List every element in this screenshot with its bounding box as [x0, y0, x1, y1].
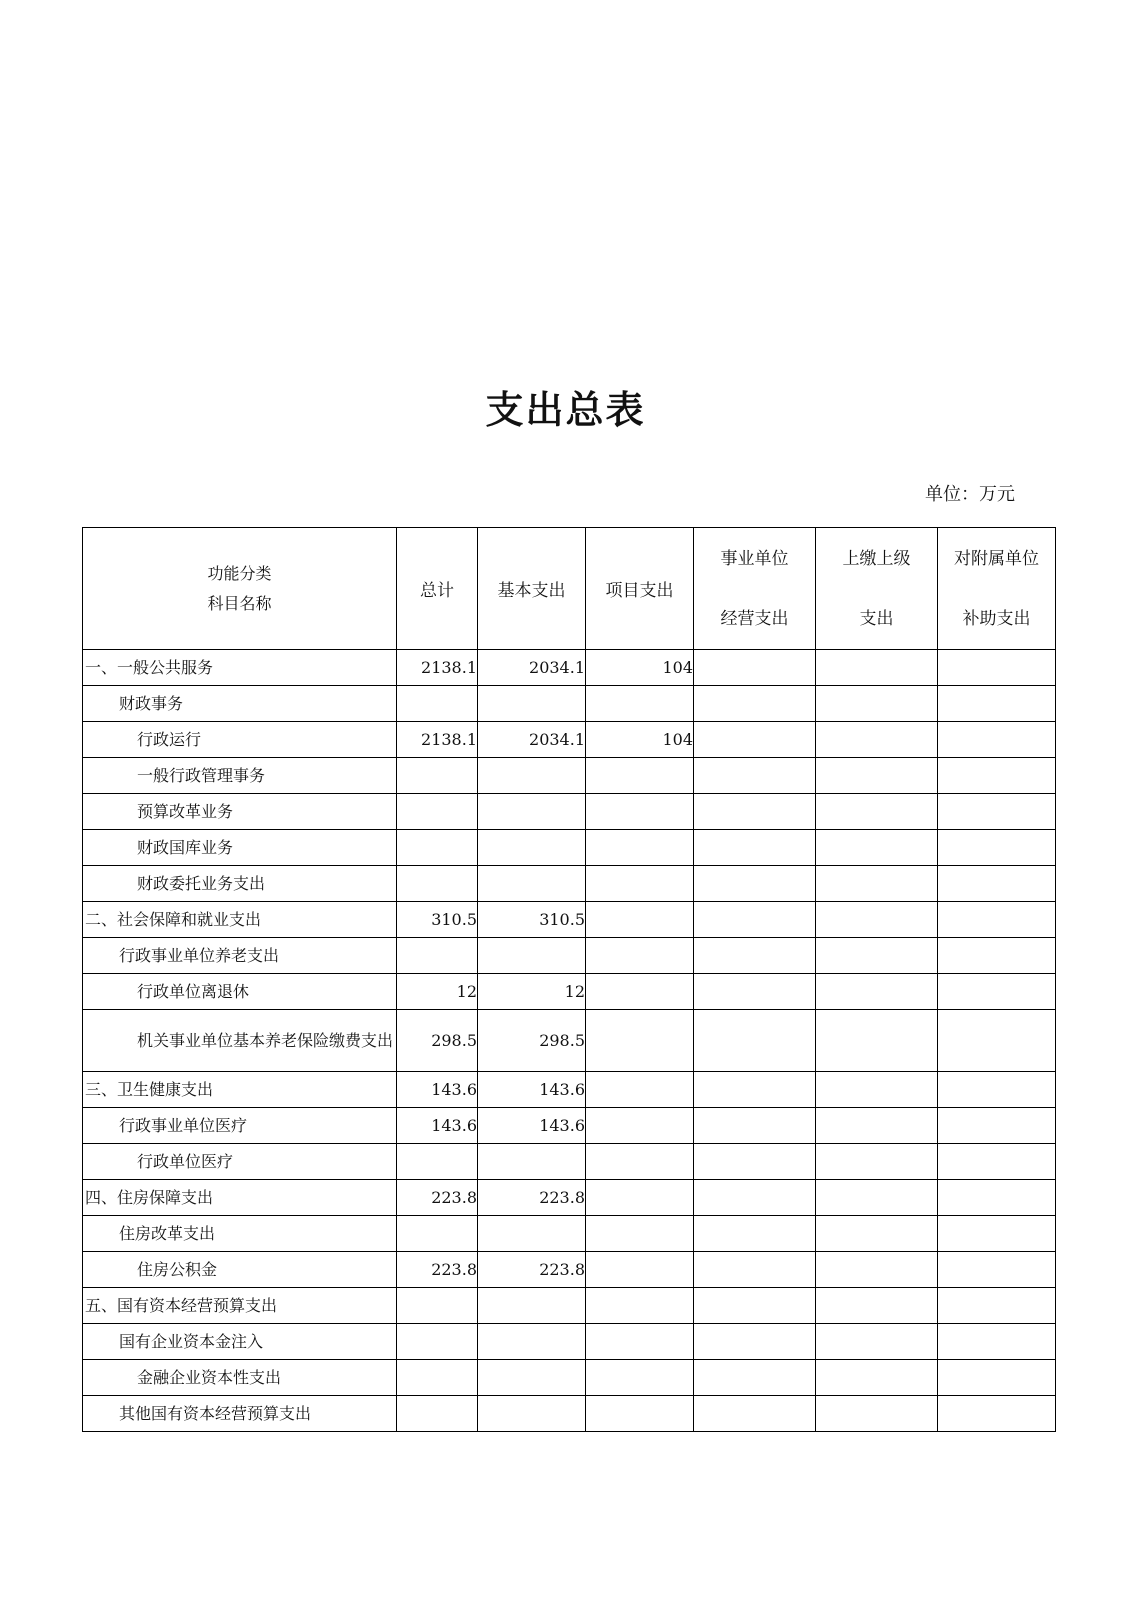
cell-business	[694, 974, 816, 1010]
cell-basic	[478, 1324, 586, 1360]
cell-subsidy	[938, 794, 1056, 830]
table-row	[83, 1252, 1056, 1288]
cell-total	[397, 830, 478, 866]
cell-basic: 2034.1	[478, 650, 586, 686]
cell-project	[586, 1288, 694, 1324]
cell-business	[694, 1072, 816, 1108]
cell-upper	[816, 1010, 938, 1072]
cell-basic: 2034.1	[478, 722, 586, 758]
cell-upper	[816, 830, 938, 866]
cell-subsidy	[938, 1396, 1056, 1432]
cell-upper	[816, 650, 938, 686]
cell-basic	[478, 758, 586, 794]
cell-project	[586, 758, 694, 794]
cell-business	[694, 1216, 816, 1252]
cell-total	[397, 1360, 478, 1396]
cell-project: 104	[586, 722, 694, 758]
cell-project	[586, 830, 694, 866]
table-row	[83, 1360, 1056, 1396]
cell-upper	[816, 1180, 938, 1216]
cell-business	[694, 794, 816, 830]
cell-upper	[816, 1252, 938, 1288]
cell-basic	[478, 1360, 586, 1396]
cell-total: 310.5	[397, 902, 478, 938]
table-row	[83, 1396, 1056, 1432]
cell-subsidy	[938, 830, 1056, 866]
table-row	[83, 830, 1056, 866]
table-row	[83, 758, 1056, 794]
cell-basic: 298.5	[478, 1010, 586, 1072]
cell-total	[397, 686, 478, 722]
cell-project	[586, 1360, 694, 1396]
row-name: 其他国有资本经营预算支出	[83, 1396, 397, 1432]
cell-business	[694, 1144, 816, 1180]
cell-business	[694, 686, 816, 722]
cell-total	[397, 866, 478, 902]
row-name: 行政事业单位养老支出	[83, 938, 397, 974]
cell-basic: 223.8	[478, 1180, 586, 1216]
cell-upper	[816, 794, 938, 830]
cell-total: 2138.1	[397, 722, 478, 758]
row-name: 金融企业资本性支出	[83, 1360, 397, 1396]
table-row	[83, 974, 1056, 1010]
cell-subsidy	[938, 758, 1056, 794]
row-name: 财政事务	[83, 686, 397, 722]
cell-business	[694, 866, 816, 902]
cell-subsidy	[938, 1324, 1056, 1360]
cell-business	[694, 1396, 816, 1432]
table-row	[83, 1144, 1056, 1180]
cell-basic: 143.6	[478, 1072, 586, 1108]
cell-basic	[478, 1396, 586, 1432]
cell-subsidy	[938, 1216, 1056, 1252]
cell-subsidy	[938, 1010, 1056, 1072]
table-row	[83, 650, 1056, 686]
cell-total	[397, 1216, 478, 1252]
cell-total	[397, 1396, 478, 1432]
cell-project	[586, 1324, 694, 1360]
cell-business	[694, 938, 816, 974]
cell-business	[694, 830, 816, 866]
page-title: 支出总表	[485, 387, 646, 432]
cell-upper	[816, 1144, 938, 1180]
table-row	[83, 902, 1056, 938]
row-name: 财政委托业务支出	[83, 866, 397, 902]
cell-project	[586, 794, 694, 830]
header-business-line2: 经营支出	[720, 608, 789, 629]
cell-subsidy	[938, 1360, 1056, 1396]
cell-total: 143.6	[397, 1108, 478, 1144]
header-project-expense: 项目支出	[586, 528, 694, 650]
cell-business	[694, 722, 816, 758]
table-row	[83, 1072, 1056, 1108]
cell-business	[694, 1360, 816, 1396]
table-row	[83, 1180, 1056, 1216]
row-name: 国有企业资本金注入	[83, 1324, 397, 1360]
header-subject-name	[83, 528, 397, 650]
cell-total: 12	[397, 974, 478, 1010]
table-row	[83, 1324, 1056, 1360]
cell-subsidy	[938, 866, 1056, 902]
cell-project	[586, 1216, 694, 1252]
table-row	[83, 722, 1056, 758]
cell-project	[586, 1072, 694, 1108]
header-basic-expense: 基本支出	[478, 528, 586, 650]
cell-project	[586, 686, 694, 722]
header-subsidiary-subsidy	[938, 528, 1056, 650]
cell-subsidy	[938, 902, 1056, 938]
header-upper-payment	[816, 528, 938, 650]
cell-business	[694, 1288, 816, 1324]
header-business-line1: 事业单位	[720, 548, 789, 569]
cell-business	[694, 1324, 816, 1360]
cell-total	[397, 758, 478, 794]
header-subsidy-line2: 补助支出	[962, 608, 1031, 629]
cell-basic	[478, 794, 586, 830]
header-total: 总计	[397, 528, 478, 650]
header-business-expense	[694, 528, 816, 650]
cell-basic: 143.6	[478, 1108, 586, 1144]
table-row	[83, 794, 1056, 830]
header-subsidy-line1: 对附属单位	[954, 548, 1039, 569]
table-row	[83, 1288, 1056, 1324]
expense-summary-table	[82, 527, 1056, 1432]
cell-total: 223.8	[397, 1252, 478, 1288]
cell-subsidy	[938, 1288, 1056, 1324]
cell-upper	[816, 1324, 938, 1360]
cell-upper	[816, 1072, 938, 1108]
row-name: 二、社会保障和就业支出	[83, 902, 397, 938]
cell-upper	[816, 1108, 938, 1144]
header-upper-line1: 上缴上级	[842, 548, 911, 569]
cell-project	[586, 1396, 694, 1432]
cell-subsidy	[938, 686, 1056, 722]
cell-upper	[816, 866, 938, 902]
cell-subsidy	[938, 650, 1056, 686]
cell-upper	[816, 722, 938, 758]
cell-upper	[816, 902, 938, 938]
row-name: 行政运行	[83, 722, 397, 758]
cell-total	[397, 1144, 478, 1180]
table-row	[83, 1216, 1056, 1252]
cell-total	[397, 794, 478, 830]
row-name: 行政单位离退休	[83, 974, 397, 1010]
cell-project	[586, 1180, 694, 1216]
row-name: 行政事业单位医疗	[83, 1108, 397, 1144]
cell-basic: 12	[478, 974, 586, 1010]
table-row	[83, 866, 1056, 902]
cell-basic	[478, 1216, 586, 1252]
cell-subsidy	[938, 1144, 1056, 1180]
cell-project	[586, 1144, 694, 1180]
cell-subsidy	[938, 938, 1056, 974]
table-row	[83, 686, 1056, 722]
cell-project	[586, 1252, 694, 1288]
cell-upper	[816, 938, 938, 974]
row-name: 预算改革业务	[83, 794, 397, 830]
cell-subsidy	[938, 1180, 1056, 1216]
cell-upper	[816, 1360, 938, 1396]
cell-total: 298.5	[397, 1010, 478, 1072]
cell-project	[586, 866, 694, 902]
cell-business	[694, 902, 816, 938]
cell-basic	[478, 686, 586, 722]
cell-subsidy	[938, 722, 1056, 758]
cell-basic	[478, 938, 586, 974]
cell-business	[694, 1180, 816, 1216]
cell-basic	[478, 1288, 586, 1324]
cell-upper	[816, 758, 938, 794]
cell-basic: 310.5	[478, 902, 586, 938]
cell-project: 104	[586, 650, 694, 686]
cell-upper	[816, 1216, 938, 1252]
cell-total: 2138.1	[397, 650, 478, 686]
cell-business	[694, 1010, 816, 1072]
row-name: 一、一般公共服务	[83, 650, 397, 686]
cell-upper	[816, 1288, 938, 1324]
cell-business	[694, 758, 816, 794]
row-name: 一般行政管理事务	[83, 758, 397, 794]
row-name: 财政国库业务	[83, 830, 397, 866]
cell-business	[694, 1252, 816, 1288]
cell-subsidy	[938, 974, 1056, 1010]
cell-upper	[816, 686, 938, 722]
table-row	[83, 1108, 1056, 1144]
cell-project	[586, 1108, 694, 1144]
cell-upper	[816, 974, 938, 1010]
cell-subsidy	[938, 1252, 1056, 1288]
cell-total	[397, 1324, 478, 1360]
table-row	[83, 1010, 1056, 1072]
row-name: 四、住房保障支出	[83, 1180, 397, 1216]
header-upper-line2: 支出	[859, 608, 894, 629]
cell-total: 223.8	[397, 1180, 478, 1216]
cell-total: 143.6	[397, 1072, 478, 1108]
header-subject-name-line1: 功能分类	[207, 563, 272, 583]
row-name: 三、卫生健康支出	[83, 1072, 397, 1108]
cell-project	[586, 1010, 694, 1072]
cell-subsidy	[938, 1108, 1056, 1144]
cell-basic: 223.8	[478, 1252, 586, 1288]
row-name: 行政单位医疗	[83, 1144, 397, 1180]
cell-basic	[478, 830, 586, 866]
cell-project	[586, 938, 694, 974]
cell-subsidy	[938, 1072, 1056, 1108]
cell-upper	[816, 1396, 938, 1432]
cell-total	[397, 938, 478, 974]
cell-basic	[478, 866, 586, 902]
cell-project	[586, 902, 694, 938]
table-row	[83, 938, 1056, 974]
cell-basic	[478, 1144, 586, 1180]
cell-business	[694, 650, 816, 686]
row-name: 住房公积金	[83, 1252, 397, 1288]
cell-business	[694, 1108, 816, 1144]
cell-project	[586, 974, 694, 1010]
row-name: 五、国有资本经营预算支出	[83, 1288, 397, 1324]
cell-total	[397, 1288, 478, 1324]
row-name: 住房改革支出	[83, 1216, 397, 1252]
unit-label: 单位：万元	[925, 484, 1015, 505]
row-name: 机关事业单位基本养老保险缴费支出	[83, 1010, 397, 1072]
header-subject-name-line2: 科目名称	[207, 593, 272, 613]
table-header-row	[83, 528, 1056, 650]
